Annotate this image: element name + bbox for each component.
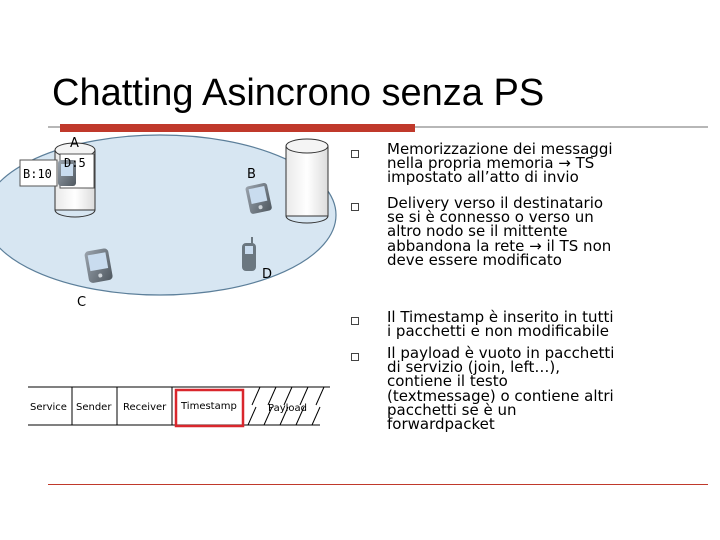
ts-d-label: D:5: [64, 156, 86, 170]
bullet-text-3: Il Timestamp è inserito in tutti i pacchetti e non modificabile: [387, 308, 614, 341]
slide-title: Chatting Asincrono senza PS: [52, 72, 545, 114]
bullet-text-1: Memorizzazione dei messaggi nella propria memoria → TS impostato all’atto di invio: [387, 140, 613, 187]
bullet-text-4: Il payload è vuoto in pacchetti di servizio (join, left…), contiene il testo (textmessage) o contiene altri pacchetti se è un forwardpacket: [387, 344, 615, 434]
packet-field-receiver: Receiver: [123, 402, 167, 413]
packet-structure: [28, 387, 330, 426]
network-diagram: [0, 130, 350, 440]
database-icon: [286, 139, 328, 223]
packet-field-service: Service: [30, 402, 67, 413]
node-d-label: D: [262, 267, 273, 282]
node-c-label: C: [77, 295, 87, 310]
bullet-marker: [351, 203, 359, 211]
node-b-label: B: [247, 167, 256, 182]
bullet-marker: [351, 317, 359, 325]
bullet-marker: [351, 353, 359, 361]
ts-b-label: B:10: [23, 167, 52, 181]
packet-field-sender: Sender: [76, 402, 112, 413]
bullet-marker: [351, 150, 359, 158]
bullet-text-2: Delivery verso il destinatario se si è connesso o verso un altro nodo se il mittente abbandona la rete → il TS non deve essere modificato: [387, 194, 612, 269]
packet-field-timestamp: Timestamp: [181, 401, 237, 412]
packet-field-payload: Payload: [268, 403, 307, 414]
footer-rule: [48, 484, 708, 485]
node-a-label: A: [70, 136, 79, 151]
